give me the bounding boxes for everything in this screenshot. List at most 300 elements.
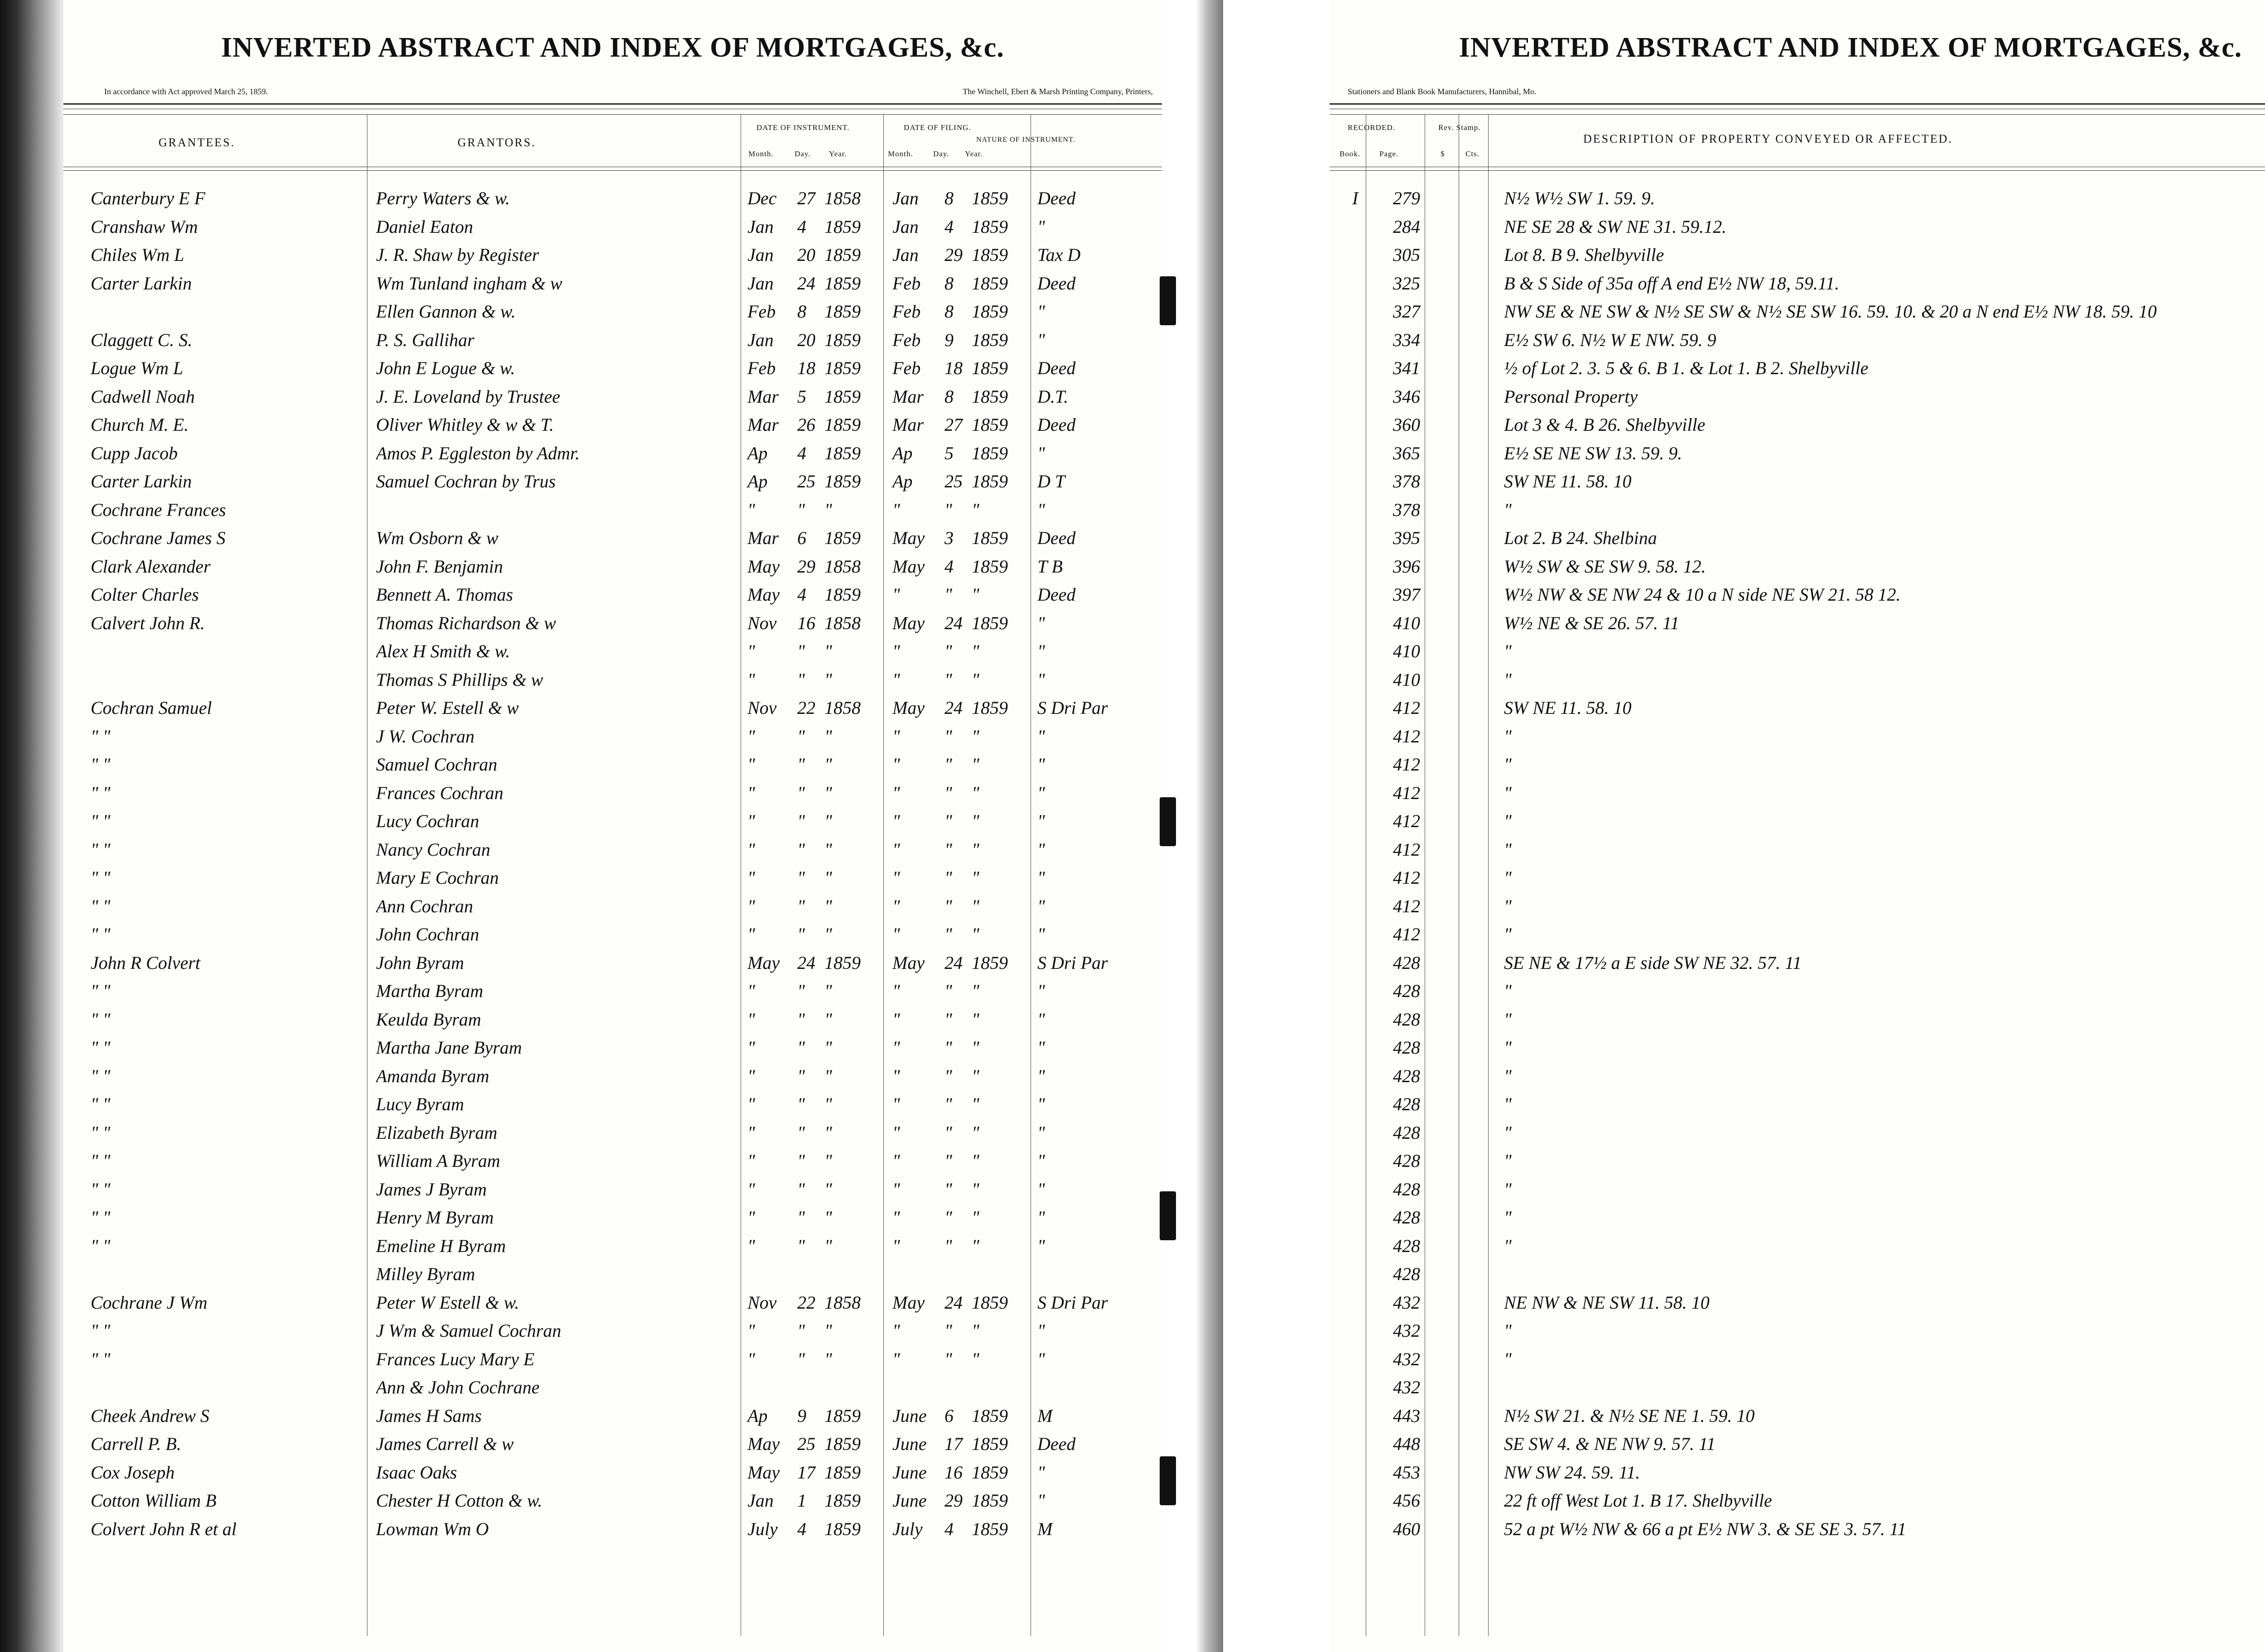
nature-of-instrument: " (1037, 981, 1045, 1001)
grantor-cell: Elizabeth Byram (376, 1122, 497, 1143)
filing-month: Ap (892, 471, 913, 491)
instrument-day: " (797, 1094, 805, 1114)
table-row (63, 691, 1162, 718)
table-row (63, 1257, 1162, 1284)
filing-month: " (892, 1122, 900, 1143)
filing-month: Mar (892, 386, 924, 407)
filing-day: 3 (945, 528, 954, 548)
instrument-year: " (824, 924, 832, 944)
act-note: In accordance with Act approved March 25, 1859. (104, 87, 268, 96)
filing-year: 1859 (972, 273, 1008, 294)
page-cell: 325 (1393, 273, 1420, 294)
nature-of-instrument: " (1037, 896, 1045, 916)
cents-header: Cts. (1465, 149, 1479, 158)
instrument-day: " (797, 811, 805, 831)
grantee-cell: " " (91, 1207, 111, 1228)
table-row (63, 521, 1162, 548)
instrument-year: 1859 (824, 245, 861, 265)
recorded-header: RECORDED. (1348, 123, 1395, 132)
description-cell: " (1504, 1122, 1512, 1143)
table-row (63, 1370, 1162, 1397)
grantee-cell: " " (91, 1349, 111, 1369)
nature-of-instrument: " (1037, 216, 1045, 237)
description-cell: NE NW & NE SW 11. 58. 10 (1504, 1292, 1710, 1313)
page-cell: 428 (1393, 1122, 1420, 1143)
table-row (1330, 691, 2265, 718)
table-row (1330, 1370, 2265, 1397)
filing-year: " (972, 499, 979, 520)
column-header-rule (1330, 170, 2265, 171)
filing-month: June (892, 1405, 927, 1426)
filing-day: " (945, 1065, 952, 1086)
table-row (1330, 351, 2265, 378)
instrument-month: May (747, 952, 780, 973)
filing-day: " (945, 782, 952, 803)
page-cell: 448 (1393, 1434, 1420, 1454)
description-cell: " (1504, 1094, 1512, 1114)
filing-month: June (892, 1462, 927, 1483)
description-cell: N½ W½ SW 1. 59. 9. (1504, 188, 1655, 208)
grantee-cell: John R Colvert (91, 952, 201, 973)
filing-day: 27 (945, 414, 963, 435)
page-cell: 334 (1393, 329, 1420, 350)
table-row (63, 380, 1162, 407)
description-cell: " (1504, 896, 1512, 916)
table-row (1330, 917, 2265, 944)
filing-month: " (892, 584, 900, 605)
nature-of-instrument: Tax D (1037, 245, 1081, 265)
table-row (1330, 1144, 2265, 1171)
grantee-cell: Colter Charles (91, 584, 199, 605)
description-cell: NW SW 24. 59. 11. (1504, 1462, 1640, 1483)
page-cell: 428 (1393, 1037, 1420, 1058)
table-row (1330, 634, 2265, 661)
table-row (1330, 1116, 2265, 1143)
instrument-month: Nov (747, 698, 777, 718)
nature-of-instrument: " (1037, 1179, 1045, 1199)
filing-month: May (892, 556, 925, 577)
instrument-day: 24 (797, 273, 815, 294)
filing-year: " (972, 867, 979, 888)
nature-of-instrument: S Dri Par (1037, 1292, 1108, 1313)
grantor-cell: Isaac Oaks (376, 1462, 457, 1483)
table-row (63, 464, 1162, 491)
grantor-cell: Lucy Byram (376, 1094, 464, 1114)
grantee-cell: " " (91, 1065, 111, 1086)
filing-month: " (892, 499, 900, 520)
table-row (1330, 1483, 2265, 1511)
instrument-year: 1859 (824, 358, 861, 378)
page-cell: 432 (1393, 1377, 1420, 1397)
instrument-year: " (824, 811, 832, 831)
filing-year: 1859 (972, 443, 1008, 463)
filing-year: 1859 (972, 245, 1008, 265)
instrument-month: " (747, 1151, 755, 1171)
page-cell: 428 (1393, 952, 1420, 973)
table-row (63, 238, 1162, 265)
table-row (1330, 521, 2265, 548)
instrument-day: " (797, 1235, 805, 1256)
grantee-cell: Carrell P. B. (91, 1434, 182, 1454)
instrument-month: " (747, 867, 755, 888)
filing-day: " (945, 1037, 952, 1058)
nature-header: NATURE OF INSTRUMENT. (976, 136, 1075, 144)
description-cell: " (1504, 811, 1512, 831)
filing-day: " (945, 1235, 952, 1256)
instrument-month: Dec (747, 188, 777, 208)
grantor-cell: Samuel Cochran by Trus (376, 471, 556, 491)
nature-of-instrument: " (1037, 612, 1045, 633)
table-row (63, 747, 1162, 775)
filing-year: 1859 (972, 386, 1008, 407)
page-cell: 410 (1393, 669, 1420, 690)
filing-year: " (972, 669, 979, 690)
instrument-month: " (747, 811, 755, 831)
page-cell: 412 (1393, 924, 1420, 944)
grantee-cell: Claggett C. S. (91, 329, 193, 350)
book-header: Book. (1340, 149, 1361, 158)
nature-of-instrument: Deed (1037, 414, 1076, 435)
grantee-cell: Cochrane James S (91, 528, 226, 548)
grantor-cell: Ann & John Cochrane (376, 1377, 540, 1397)
filing-month: " (892, 1235, 900, 1256)
grantee-cell: Cadwell Noah (91, 386, 195, 407)
grantee-cell: " " (91, 1320, 111, 1341)
grantee-cell: " " (91, 981, 111, 1001)
table-row (63, 1455, 1162, 1483)
page-cell: 346 (1393, 386, 1420, 407)
instrument-day: 25 (797, 471, 815, 491)
filing-month: " (892, 896, 900, 916)
grantee-cell: Cochrane Frances (91, 499, 226, 520)
page-cell: 365 (1393, 443, 1420, 463)
instrument-day: " (797, 641, 805, 661)
instrument-month: Ap (747, 1405, 768, 1426)
grantee-cell: Chiles Wm L (91, 245, 184, 265)
page-cell: 378 (1393, 499, 1420, 520)
grantor-cell: P. S. Gallihar (376, 329, 475, 350)
gutter-registration-mark (1160, 276, 1176, 325)
instrument-month: " (747, 1065, 755, 1086)
grantee-cell: " " (91, 1235, 111, 1256)
instrument-year: 1859 (824, 1462, 861, 1483)
grantee-cell: Clark Alexander (91, 556, 211, 577)
filing-year: " (972, 1009, 979, 1030)
page-cell: 279 (1393, 188, 1420, 208)
description-cell: 52 a pt W½ NW & 66 a pt E½ NW 3. & SE SE 3. 57. 11 (1504, 1518, 1907, 1539)
grantor-cell: John F. Benjamin (376, 556, 503, 577)
description-cell: Personal Property (1504, 386, 1638, 407)
page-cell: 428 (1393, 1207, 1420, 1228)
grantor-cell: Milley Byram (376, 1264, 475, 1284)
instrument-year: " (824, 1320, 832, 1341)
grantor-cell: Frances Cochran (376, 782, 504, 803)
filing-month: Jan (892, 216, 919, 237)
instrument-month: " (747, 981, 755, 1001)
grantors-header: GRANTORS. (458, 136, 536, 149)
filing-day: " (945, 924, 952, 944)
grantor-cell: J Wm & Samuel Cochran (376, 1320, 561, 1341)
instrument-day: 17 (797, 1462, 815, 1483)
instrument-month: Jan (747, 1490, 774, 1511)
nature-of-instrument: " (1037, 1065, 1045, 1086)
nature-of-instrument: " (1037, 329, 1045, 350)
page-cell: 432 (1393, 1320, 1420, 1341)
grantee-cell: Calvert John R. (91, 612, 205, 633)
instrument-day: 18 (797, 358, 815, 378)
nature-of-instrument: " (1037, 669, 1045, 690)
table-row (1330, 549, 2265, 577)
description-cell: SE SW 4. & NE NW 9. 57. 11 (1504, 1434, 1716, 1454)
description-cell: " (1504, 1037, 1512, 1058)
description-cell: " (1504, 499, 1512, 520)
page-cell: 456 (1393, 1490, 1420, 1511)
header-rule (1330, 114, 2265, 115)
filing-year: " (972, 1179, 979, 1199)
instrument-day: 4 (797, 584, 806, 605)
grantee-cell: Cox Joseph (91, 1462, 175, 1483)
instrument-year: " (824, 867, 832, 888)
instrument-year: 1859 (824, 414, 861, 435)
month-header: Month. (748, 149, 774, 158)
filing-month: " (892, 641, 900, 661)
nature-of-instrument: " (1037, 1037, 1045, 1058)
instrument-day: " (797, 754, 805, 775)
filing-day: 4 (945, 1518, 954, 1539)
filing-month: Feb (892, 329, 921, 350)
description-header: DESCRIPTION OF PROPERTY CONVEYED OR AFFECTED. (1583, 132, 1953, 145)
nature-of-instrument: " (1037, 1462, 1045, 1483)
grantee-cell: Cranshaw Wm (91, 216, 198, 237)
table-row (63, 833, 1162, 860)
filing-month: Feb (892, 273, 921, 294)
instrument-year: " (824, 782, 832, 803)
filing-year: " (972, 924, 979, 944)
filing-month: May (892, 612, 925, 633)
instrument-day: 8 (797, 301, 806, 322)
filing-day: " (945, 1179, 952, 1199)
instrument-month: " (747, 1207, 755, 1228)
date-of-filing-header: DATE OF FILING. (904, 123, 971, 132)
description-cell: N½ SW 21. & N½ SE NE 1. 59. 10 (1504, 1405, 1755, 1426)
instrument-year: " (824, 1009, 832, 1030)
table-row (1330, 1002, 2265, 1030)
description-cell: " (1504, 1235, 1512, 1256)
description-cell: B & S Side of 35a off A end E½ NW 18, 59.11. (1504, 273, 1839, 294)
page-cell: 412 (1393, 811, 1420, 831)
grantor-cell: John Byram (376, 952, 464, 973)
grantor-cell: J. E. Loveland by Trustee (376, 386, 560, 407)
filing-day: " (945, 1122, 952, 1143)
dollar-header: $ (1441, 149, 1445, 158)
filing-day: " (945, 1094, 952, 1114)
filing-year: " (972, 1151, 979, 1171)
filing-day: " (945, 981, 952, 1001)
table-row (63, 549, 1162, 577)
grantor-cell: John Cochran (376, 924, 479, 944)
filing-day: 5 (945, 443, 954, 463)
instrument-month: " (747, 754, 755, 775)
filing-month: " (892, 1151, 900, 1171)
filing-day: " (945, 1207, 952, 1228)
filing-day: 24 (945, 952, 963, 973)
instrument-month: Mar (747, 414, 779, 435)
instrument-month: " (747, 669, 755, 690)
page-cell: 327 (1393, 301, 1420, 322)
filing-year: " (972, 1320, 979, 1341)
instrument-month: Feb (747, 358, 776, 378)
nature-of-instrument: " (1037, 811, 1045, 831)
instrument-year: 1859 (824, 443, 861, 463)
stationer-note: Stationers and Blank Book Manufacturers, Hannibal, Mo. (1348, 87, 1537, 96)
table-row (1330, 1229, 2265, 1256)
filing-month: " (892, 981, 900, 1001)
grantee-cell: " " (91, 1179, 111, 1199)
table-row (1330, 833, 2265, 860)
instrument-year: 1859 (824, 301, 861, 322)
description-cell: " (1504, 867, 1512, 888)
filing-month: June (892, 1490, 927, 1511)
table-row (63, 294, 1162, 322)
filing-day: " (945, 754, 952, 775)
page-cell: 443 (1393, 1405, 1420, 1426)
grantee-cell: Cotton William B (91, 1490, 217, 1511)
description-cell: Lot 3 & 4. B 26. Shelbyville (1504, 414, 1706, 435)
book-cell: I (1352, 188, 1359, 208)
page-cell: 305 (1393, 245, 1420, 265)
instrument-year: 1859 (824, 273, 861, 294)
grantor-cell: Bennett A. Thomas (376, 584, 513, 605)
filing-month: " (892, 1009, 900, 1030)
instrument-day: 20 (797, 245, 815, 265)
year-header: Year. (829, 149, 847, 158)
instrument-day: " (797, 867, 805, 888)
filing-year: 1859 (972, 414, 1008, 435)
grantee-cell: " " (91, 1122, 111, 1143)
grantee-cell: Cupp Jacob (91, 443, 178, 463)
left-scan-edge (0, 0, 68, 1652)
filing-year: 1859 (972, 556, 1008, 577)
grantor-cell: Emeline H Byram (376, 1235, 506, 1256)
table-row (63, 1314, 1162, 1341)
table-row (63, 1002, 1162, 1030)
table-row (1330, 889, 2265, 916)
column-header-rule (63, 170, 1162, 171)
instrument-day: 20 (797, 329, 815, 350)
instrument-day: " (797, 1065, 805, 1086)
filing-day: 18 (945, 358, 963, 378)
page-cell: 396 (1393, 556, 1420, 577)
nature-of-instrument: Deed (1037, 358, 1076, 378)
instrument-year: 1859 (824, 329, 861, 350)
grantor-cell: Amos P. Eggleston by Admr. (376, 443, 580, 463)
description-cell: E½ SE NE SW 13. 59. 9. (1504, 443, 1682, 463)
filing-year: 1859 (972, 1292, 1008, 1313)
grantee-cell: Colvert John R et al (91, 1518, 237, 1539)
page-cell: 412 (1393, 867, 1420, 888)
nature-of-instrument: " (1037, 1349, 1045, 1369)
filing-day: " (945, 726, 952, 747)
day-header: Day. (795, 149, 811, 158)
grantor-cell: Mary E Cochran (376, 867, 499, 888)
page-cell: 412 (1393, 726, 1420, 747)
instrument-year: " (824, 669, 832, 690)
grantor-cell: Martha Byram (376, 981, 483, 1001)
instrument-year: 1858 (824, 556, 861, 577)
instrument-year: 1859 (824, 386, 861, 407)
filing-year: 1859 (972, 301, 1008, 322)
instrument-day: 16 (797, 612, 815, 633)
table-row (63, 974, 1162, 1001)
nature-of-instrument: " (1037, 1320, 1045, 1341)
grantor-cell: Thomas S Phillips & w (376, 669, 543, 690)
table-row (1330, 747, 2265, 775)
instrument-year: " (824, 754, 832, 775)
filing-month: " (892, 782, 900, 803)
table-row (1330, 266, 2265, 294)
description-cell: ½ of Lot 2. 3. 5 & 6. B 1. & Lot 1. B 2. Shelbyville (1504, 358, 1869, 378)
grantor-cell: Daniel Eaton (376, 216, 473, 237)
filing-month: July (892, 1518, 923, 1539)
filing-year: 1859 (972, 698, 1008, 718)
instrument-year: 1859 (824, 1405, 861, 1426)
page-cell: 428 (1393, 1065, 1420, 1086)
instrument-year: " (824, 1037, 832, 1058)
grantee-cell: " " (91, 867, 111, 888)
page-title: INVERTED ABSTRACT AND INDEX OF MORTGAGES, &c. (1459, 32, 2242, 63)
grantee-cell: " " (91, 1151, 111, 1171)
grantor-cell: Chester H Cotton & w. (376, 1490, 543, 1511)
filing-year: " (972, 1349, 979, 1369)
filing-year: " (972, 1207, 979, 1228)
grantor-cell: Frances Lucy Mary E (376, 1349, 535, 1369)
nature-of-instrument: D T (1037, 471, 1065, 491)
grantor-cell: Amanda Byram (376, 1065, 489, 1086)
grantor-cell: J W. Cochran (376, 726, 475, 747)
instrument-day: 24 (797, 952, 815, 973)
instrument-month: Ap (747, 443, 768, 463)
filing-day: " (945, 839, 952, 860)
header-rule (63, 103, 1162, 105)
filing-year: " (972, 1235, 979, 1256)
grantee-cell: Carter Larkin (91, 273, 192, 294)
nature-of-instrument: S Dri Par (1037, 952, 1108, 973)
filing-year: " (972, 641, 979, 661)
instrument-month: Jan (747, 245, 774, 265)
table-row (63, 266, 1162, 294)
table-row (1330, 323, 2265, 350)
grantor-cell: Keulda Byram (376, 1009, 482, 1030)
filing-day: 25 (945, 471, 963, 491)
instrument-month: " (747, 726, 755, 747)
instrument-month: Feb (747, 301, 776, 322)
table-row (1330, 861, 2265, 888)
instrument-year: " (824, 1094, 832, 1114)
nature-of-instrument: " (1037, 1490, 1045, 1511)
page-cell: 428 (1393, 1151, 1420, 1171)
grantee-cell: Cheek Andrew S (91, 1405, 210, 1426)
table-row (63, 1059, 1162, 1086)
page-cell: 378 (1393, 471, 1420, 491)
filing-year: 1859 (972, 471, 1008, 491)
filing-year: " (972, 1122, 979, 1143)
grantor-cell: Thomas Richardson & w (376, 612, 556, 633)
description-cell: " (1504, 1151, 1512, 1171)
filing-month: Jan (892, 188, 919, 208)
table-row (1330, 1342, 2265, 1369)
instrument-year: 1859 (824, 1518, 861, 1539)
filing-day: " (945, 1151, 952, 1171)
